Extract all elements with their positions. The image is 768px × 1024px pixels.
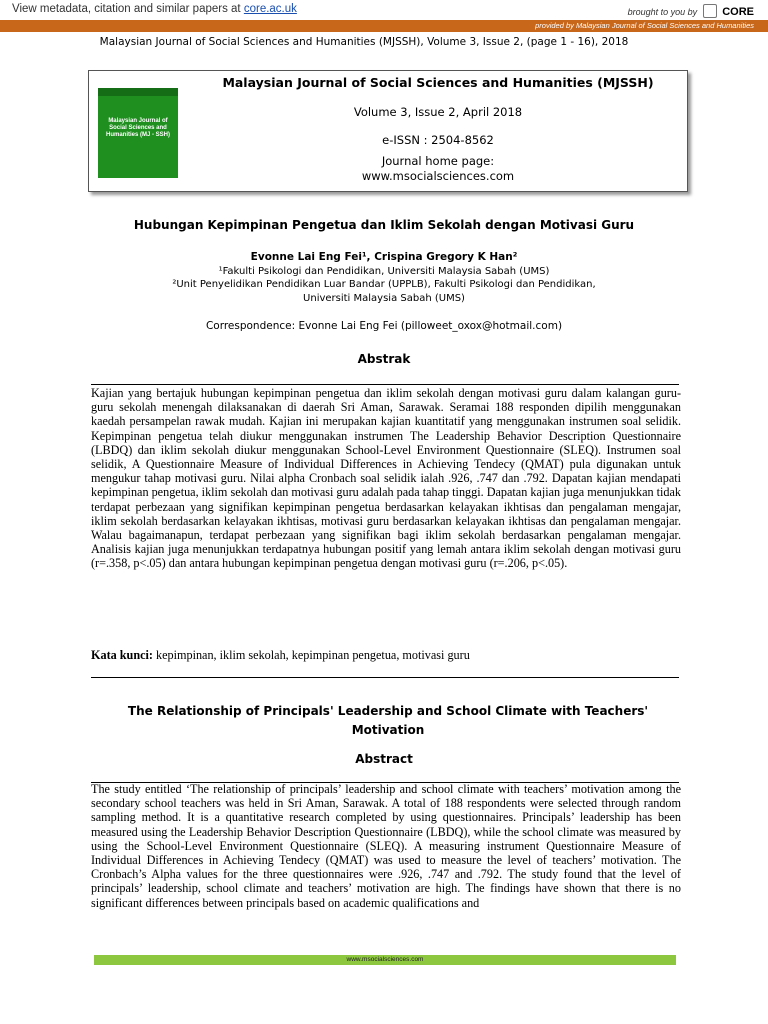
abstract-text: The study entitled ‘The relationship of principals’ leadership and school climate with teachers’ motivation among the secondary school teachers was held in Sri Aman, Sarawak. A total of 188 respondents were selected through random sampling method. It is a quantitative research completed by using questionnaires. Principals’ leadership has been measured using the Leadership Behavior Description Questionnaire (LBDQ), while the school climate was measured by using the School-Level Environment Questionnaire (SLEQ). A measuring instrument Questionnaire Measure of Individual Differences in Achieving Tendecy (QMAT) was used to measure the level of teachers’ motivation. The Cronbach’s Alpha values for the three questionnaires were .926, .747 and .792. The study found that the level of principals’ leadership, school climate and teachers’ motivation are high. The findings have shown that there is no significant differences between principals based on academic qualifications and <box>91 782 681 910</box>
abstrak-heading: Abstrak <box>357 352 411 366</box>
affiliation-2-line-2: Universiti Malaysia Sabah (UMS) <box>303 292 465 304</box>
abstrak-top-rule <box>91 384 679 385</box>
core-name[interactable]: CORE <box>722 6 754 18</box>
authors-block <box>0 251 768 305</box>
footer-bar[interactable]: www.msocialsciences.com <box>94 955 676 965</box>
abstract-heading: Abstract <box>355 752 413 766</box>
journal-issn: e-ISSN : 2504-8562 <box>382 133 494 147</box>
cover-strip <box>98 88 178 96</box>
keywords-label: Kata kunci: <box>91 648 153 662</box>
cover-title: Malaysian Journal of Social Sciences and Humanities (MJ - SSH) <box>105 118 170 138</box>
abstrak-text: Kajian yang bertajuk hubungan kepimpinan pengetua dan iklim sekolah dengan motivasi guru dalam kalangan guru-guru sekolah menengah dilaksanakan di daerah Sri Aman, Sarawak. Seramai 188 responden dipilih menggunakan kaedah persampelan rawak mudah. Kajian ini merupakan kajian kuantitatif yang menggunakan instrumen soal selidik. Kepimpinan pengetua telah diukur menggunakan instrumen The Leadership Behavior Description Questionnaire (LBDQ) dan iklim sekolah diukur menggunakan School-Level Environment Questionnaire (SLEQ). Instrumen soal selidik, A Questionnaire Measure of Individual Differences in Achieving Tendecy (QMAT) pula digunakan untuk mengukur tahap motivasi guru. Nilai alpha Cronbach soal selidik ialah .926, .747 dan .792. Dapatan kajian mendapati kepimpinan pengetua, iklim sekolah dan motivasi guru adalah pada tahap tinggi. Dapatan kajian juga menunjukkan tidak terdapat perbezaan yang signifikan kepimpinan pengetua berdasarkan kelayakan ikhtisas dan pengalaman mengajar, iklim sekolah berdasarkan kelayakan ikhtisas, motivasi guru berdasarkan kelayakan ikhtisas dan pengalaman mengajar. Walau bagaimanapun, terdapat perbezaan yang signifikan bagi iklim sekolah berdasarkan pengalaman mengajar. Analisis kajian juga menunjukkan terdapatnya hubungan positif yang lemah antara iklim sekolah dengan motivasi guru (r=.358, p<.05) dan antara hubungan kepimpinan pengetua dengan motivasi guru (r=.206, p<.05). <box>91 386 681 571</box>
running-head: Malaysian Journal of Social Sciences and Humanities (MJSSH), Volume 3, Issue 2, (page 1 - 16), 2018 <box>99 36 629 48</box>
journal-title: Malaysian Journal of Social Sciences and Humanities (MJSSH) <box>222 75 654 90</box>
provided-by-text[interactable]: provided by Malaysian Journal of Social Sciences and Humanities <box>535 21 754 30</box>
core-link[interactable]: core.ac.uk <box>243 3 297 15</box>
keywords-line <box>91 648 681 663</box>
journal-volume: Volume 3, Issue 2, April 2018 <box>353 105 523 119</box>
core-view-text: View metadata, citation and similar papers at <box>12 3 241 15</box>
affiliation-2-line-1: ²Unit Penyelidikan Pendidikan Luar Bandar (UPPLB), Fakulti Psikologi dan Pendidikan, <box>172 279 596 290</box>
journal-header-box <box>88 70 688 192</box>
author-names: Evonne Lai Eng Fei¹, Crispina Gregory K Han² <box>250 251 518 263</box>
core-banner <box>0 0 768 20</box>
brought-by-text: brought to you by <box>627 7 698 17</box>
keywords-text: kepimpinan, iklim sekolah, kepimpinan pengetua, motivasi guru <box>156 648 470 662</box>
abstrak-bottom-rule <box>91 677 679 678</box>
journal-home-label: Journal home page: <box>381 154 495 168</box>
core-brand <box>628 4 754 18</box>
journal-info <box>199 71 677 184</box>
affiliation-1: ¹Fakulti Psikologi dan Pendidikan, Universiti Malaysia Sabah (UMS) <box>218 265 550 277</box>
english-title: The Relationship of Principals' Leadership and School Climate with Teachers' Motivation <box>127 704 649 737</box>
journal-home-url[interactable]: www.msocialsciences.com <box>361 169 515 183</box>
correspondence: Correspondence: Evonne Lai Eng Fei (pilloweet_oxox@hotmail.com) <box>205 320 563 332</box>
core-logo-icon <box>703 4 717 18</box>
provided-by-bar <box>0 20 768 32</box>
journal-cover-image <box>98 88 178 178</box>
core-metadata-text <box>12 3 297 15</box>
paper-title: Hubungan Kepimpinan Pengetua dan Iklim Sekolah dengan Motivasi Guru <box>133 218 635 232</box>
